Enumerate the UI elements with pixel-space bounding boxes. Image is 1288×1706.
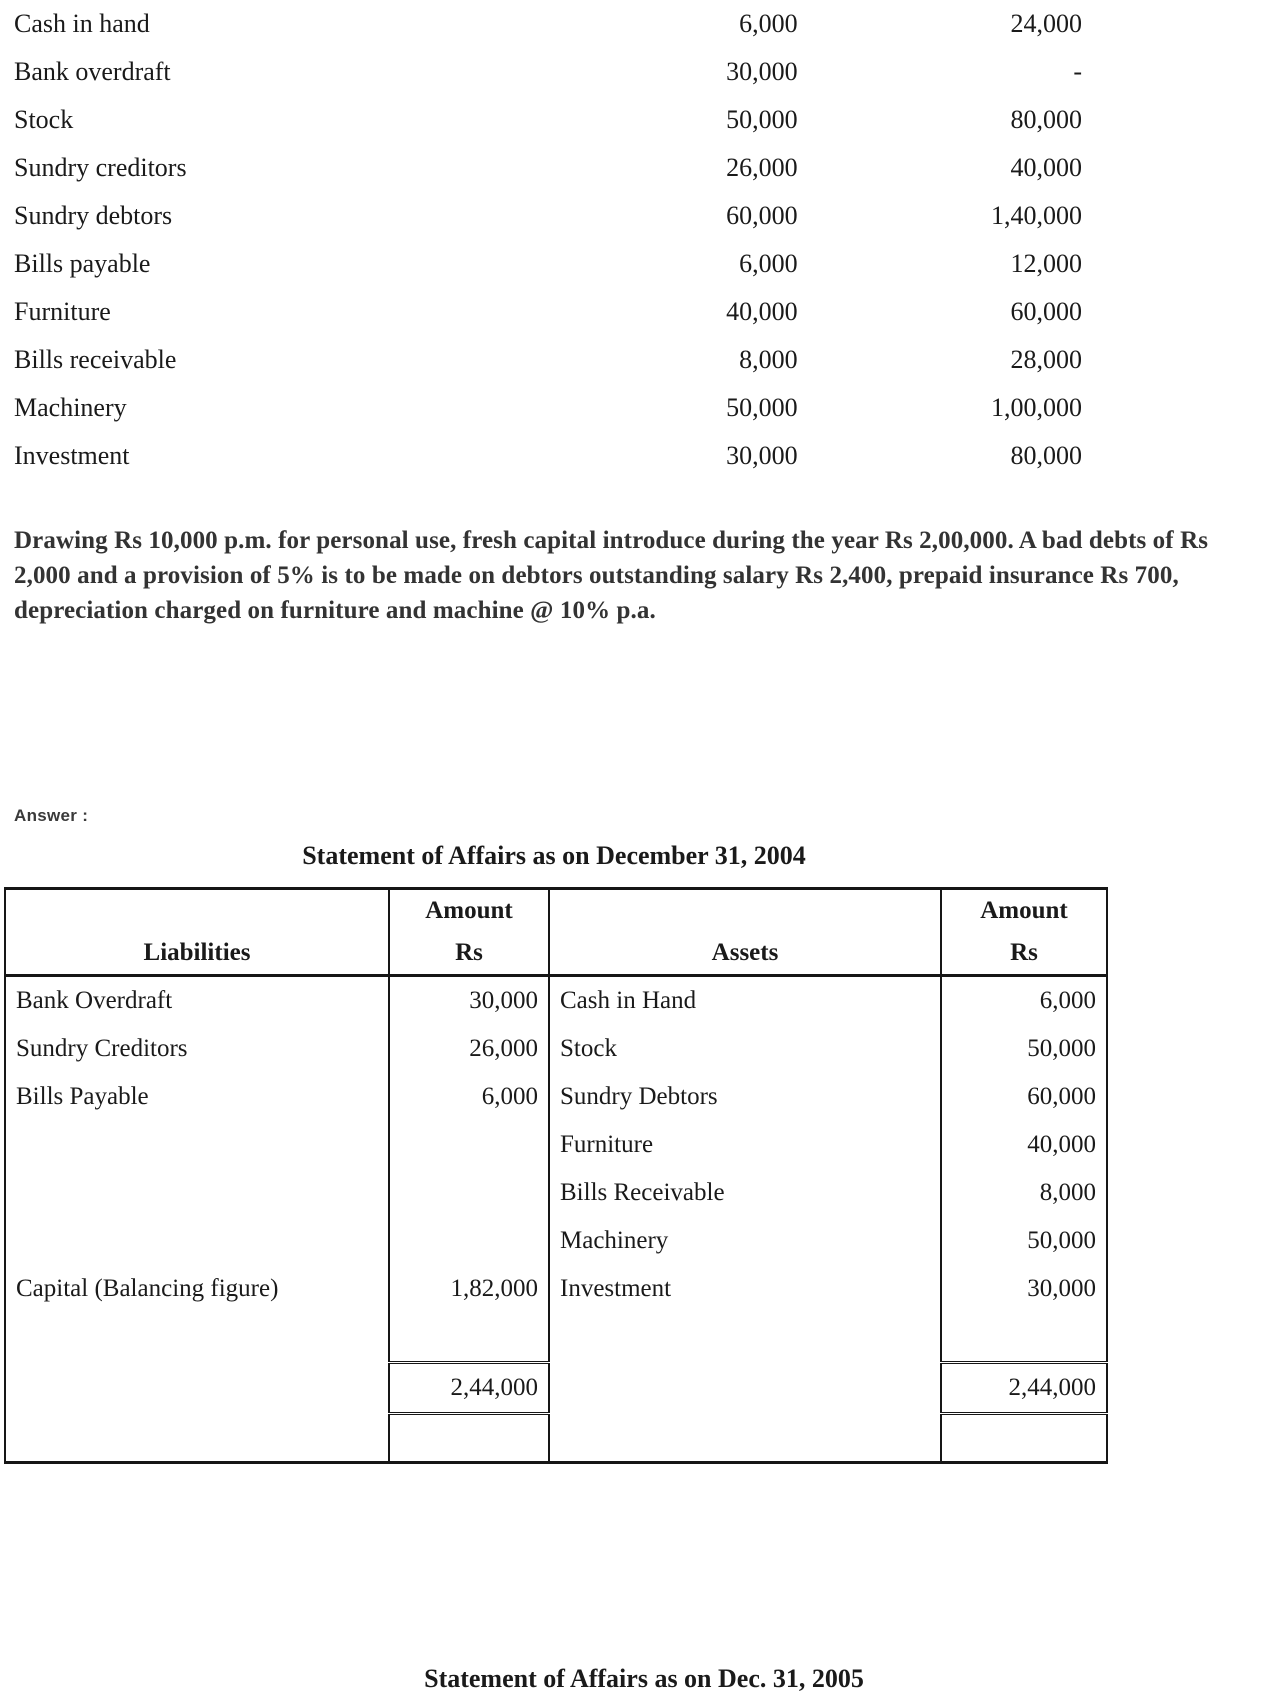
column-header-assets-spacer [549, 889, 941, 933]
ledger-item-value-2: - [1073, 57, 1082, 86]
ledger-item-value-1: 50,000 [726, 105, 798, 134]
asset-label: Machinery [549, 1217, 941, 1265]
table-row [0, 144, 1090, 192]
liability-label: Capital (Balancing figure) [5, 1265, 389, 1313]
table-row [5, 1073, 1107, 1121]
statement-of-affairs-table [4, 887, 1108, 1464]
ledger-item-value-2: 1,00,000 [991, 393, 1082, 422]
column-header-assets-amount-line1: Amount [941, 889, 1107, 933]
ledger-item-value-2: 12,000 [1010, 249, 1082, 278]
table-header-row-bottom [5, 932, 1107, 976]
table-trailing-row [5, 1414, 1107, 1463]
asset-amount: 60,000 [941, 1073, 1107, 1121]
trailing-cell-assets [549, 1414, 941, 1463]
ledger-item-value-1: 30,000 [726, 441, 798, 470]
liability-label: Sundry Creditors [5, 1025, 389, 1073]
column-header-liabilities-amount-line2: Rs [389, 932, 549, 976]
ledger-item-label: Investment [14, 441, 130, 470]
ledger-item-label: Furniture [14, 297, 111, 326]
table-row [0, 96, 1090, 144]
trailing-cell-liabilities-amount [389, 1414, 549, 1463]
column-header-assets: Assets [549, 932, 941, 976]
table-total-row [5, 1363, 1107, 1414]
trailing-cell-assets-amount [941, 1414, 1107, 1463]
liability-label [5, 1121, 389, 1169]
asset-amount: 50,000 [941, 1217, 1107, 1265]
opening-balances-body [0, 0, 1090, 480]
asset-label: Stock [549, 1025, 941, 1073]
adjustments-paragraph: Drawing Rs 10,000 p.m. for personal use, fresh capital introduce during the year Rs 2,00,000. A bad debts of Rs 2,000 and a provision of 5% is to be made on debtors outstanding salary Rs 2,400, prepaid insurance Rs 700, depreciation charged on furniture and machine @ 10% p.a. [14, 527, 1209, 624]
column-header-assets-amount-line2: Rs [941, 932, 1107, 976]
liability-label [5, 1217, 389, 1265]
table-row [0, 240, 1090, 288]
ledger-item-value-1: 6,000 [739, 249, 798, 278]
liability-amount [389, 1121, 549, 1169]
ledger-item-value-2: 80,000 [1010, 105, 1082, 134]
column-header-liabilities: Liabilities [5, 932, 389, 976]
asset-total-label [549, 1363, 941, 1414]
table-row [5, 1217, 1107, 1265]
ledger-item-label: Bank overdraft [14, 57, 171, 86]
ledger-item-value-2: 28,000 [1010, 345, 1082, 374]
liability-amount [389, 1169, 549, 1217]
ledger-item-label: Stock [14, 105, 74, 134]
ledger-item-label: Sundry creditors [14, 153, 187, 182]
table-row [5, 1169, 1107, 1217]
opening-balances-table [0, 0, 1090, 480]
table-header-row-top [5, 889, 1107, 933]
liability-amount [389, 1217, 549, 1265]
table-row [5, 1265, 1107, 1313]
liability-label [5, 1169, 389, 1217]
opening-balances-list [0, 0, 1090, 480]
liability-label [5, 1313, 389, 1363]
asset-amount [941, 1313, 1107, 1363]
asset-total-amount: 2,44,000 [941, 1363, 1107, 1414]
table-row [0, 192, 1090, 240]
asset-amount: 40,000 [941, 1121, 1107, 1169]
ledger-item-label: Sundry debtors [14, 201, 173, 230]
column-header-liabilities-spacer [5, 889, 389, 933]
ledger-item-value-1: 40,000 [726, 297, 798, 326]
ledger-item-label: Bills payable [14, 249, 151, 278]
table-row [5, 1313, 1107, 1363]
liability-amount [389, 1313, 549, 1363]
asset-amount: 30,000 [941, 1265, 1107, 1313]
ledger-item-value-2: 24,000 [1010, 9, 1082, 38]
statement-2004-heading: Statement of Affairs as on December 31, 2004 [302, 841, 806, 870]
ledger-item-value-1: 26,000 [726, 153, 798, 182]
asset-amount: 50,000 [941, 1025, 1107, 1073]
table-row [5, 1025, 1107, 1073]
liability-amount: 26,000 [389, 1025, 549, 1073]
table-row [0, 336, 1090, 384]
ledger-item-value-2: 40,000 [1010, 153, 1082, 182]
asset-label: Investment [549, 1265, 941, 1313]
ledger-item-value-2: 1,40,000 [991, 201, 1082, 230]
asset-amount: 6,000 [941, 976, 1107, 1026]
ledger-item-value-2: 60,000 [1010, 297, 1082, 326]
asset-label: Furniture [549, 1121, 941, 1169]
ledger-item-value-1: 30,000 [726, 57, 798, 86]
table-row [0, 384, 1090, 432]
statement-2004-table-wrapper [4, 887, 1106, 1464]
liability-amount: 30,000 [389, 976, 549, 1026]
table-row [5, 1121, 1107, 1169]
answer-label: Answer : [14, 806, 89, 825]
asset-label [549, 1313, 941, 1363]
liability-label: Bank Overdraft [5, 976, 389, 1026]
asset-label: Cash in Hand [549, 976, 941, 1026]
liability-amount: 1,82,000 [389, 1265, 549, 1313]
statement-2005-heading: Statement of Affairs as on Dec. 31, 2005 [424, 1664, 864, 1693]
ledger-item-value-1: 8,000 [739, 345, 798, 374]
statement-table-body [5, 976, 1107, 1463]
table-row [0, 48, 1090, 96]
ledger-item-value-1: 6,000 [739, 9, 798, 38]
liability-amount: 6,000 [389, 1073, 549, 1121]
liability-total-amount: 2,44,000 [389, 1363, 549, 1414]
asset-amount: 8,000 [941, 1169, 1107, 1217]
table-row [0, 288, 1090, 336]
liability-label: Bills Payable [5, 1073, 389, 1121]
table-row [0, 432, 1090, 480]
ledger-item-label: Cash in hand [14, 9, 150, 38]
ledger-item-value-2: 80,000 [1010, 441, 1082, 470]
statement-table-head [5, 889, 1107, 976]
column-header-liabilities-amount-line1: Amount [389, 889, 549, 933]
asset-label: Sundry Debtors [549, 1073, 941, 1121]
table-row [0, 0, 1090, 48]
table-row [5, 976, 1107, 1026]
ledger-item-value-1: 60,000 [726, 201, 798, 230]
ledger-item-label: Bills receivable [14, 345, 177, 374]
asset-label: Bills Receivable [549, 1169, 941, 1217]
ledger-item-value-1: 50,000 [726, 393, 798, 422]
trailing-cell-liabilities [5, 1414, 389, 1463]
liability-total-label [5, 1363, 389, 1414]
ledger-item-label: Machinery [14, 393, 127, 422]
